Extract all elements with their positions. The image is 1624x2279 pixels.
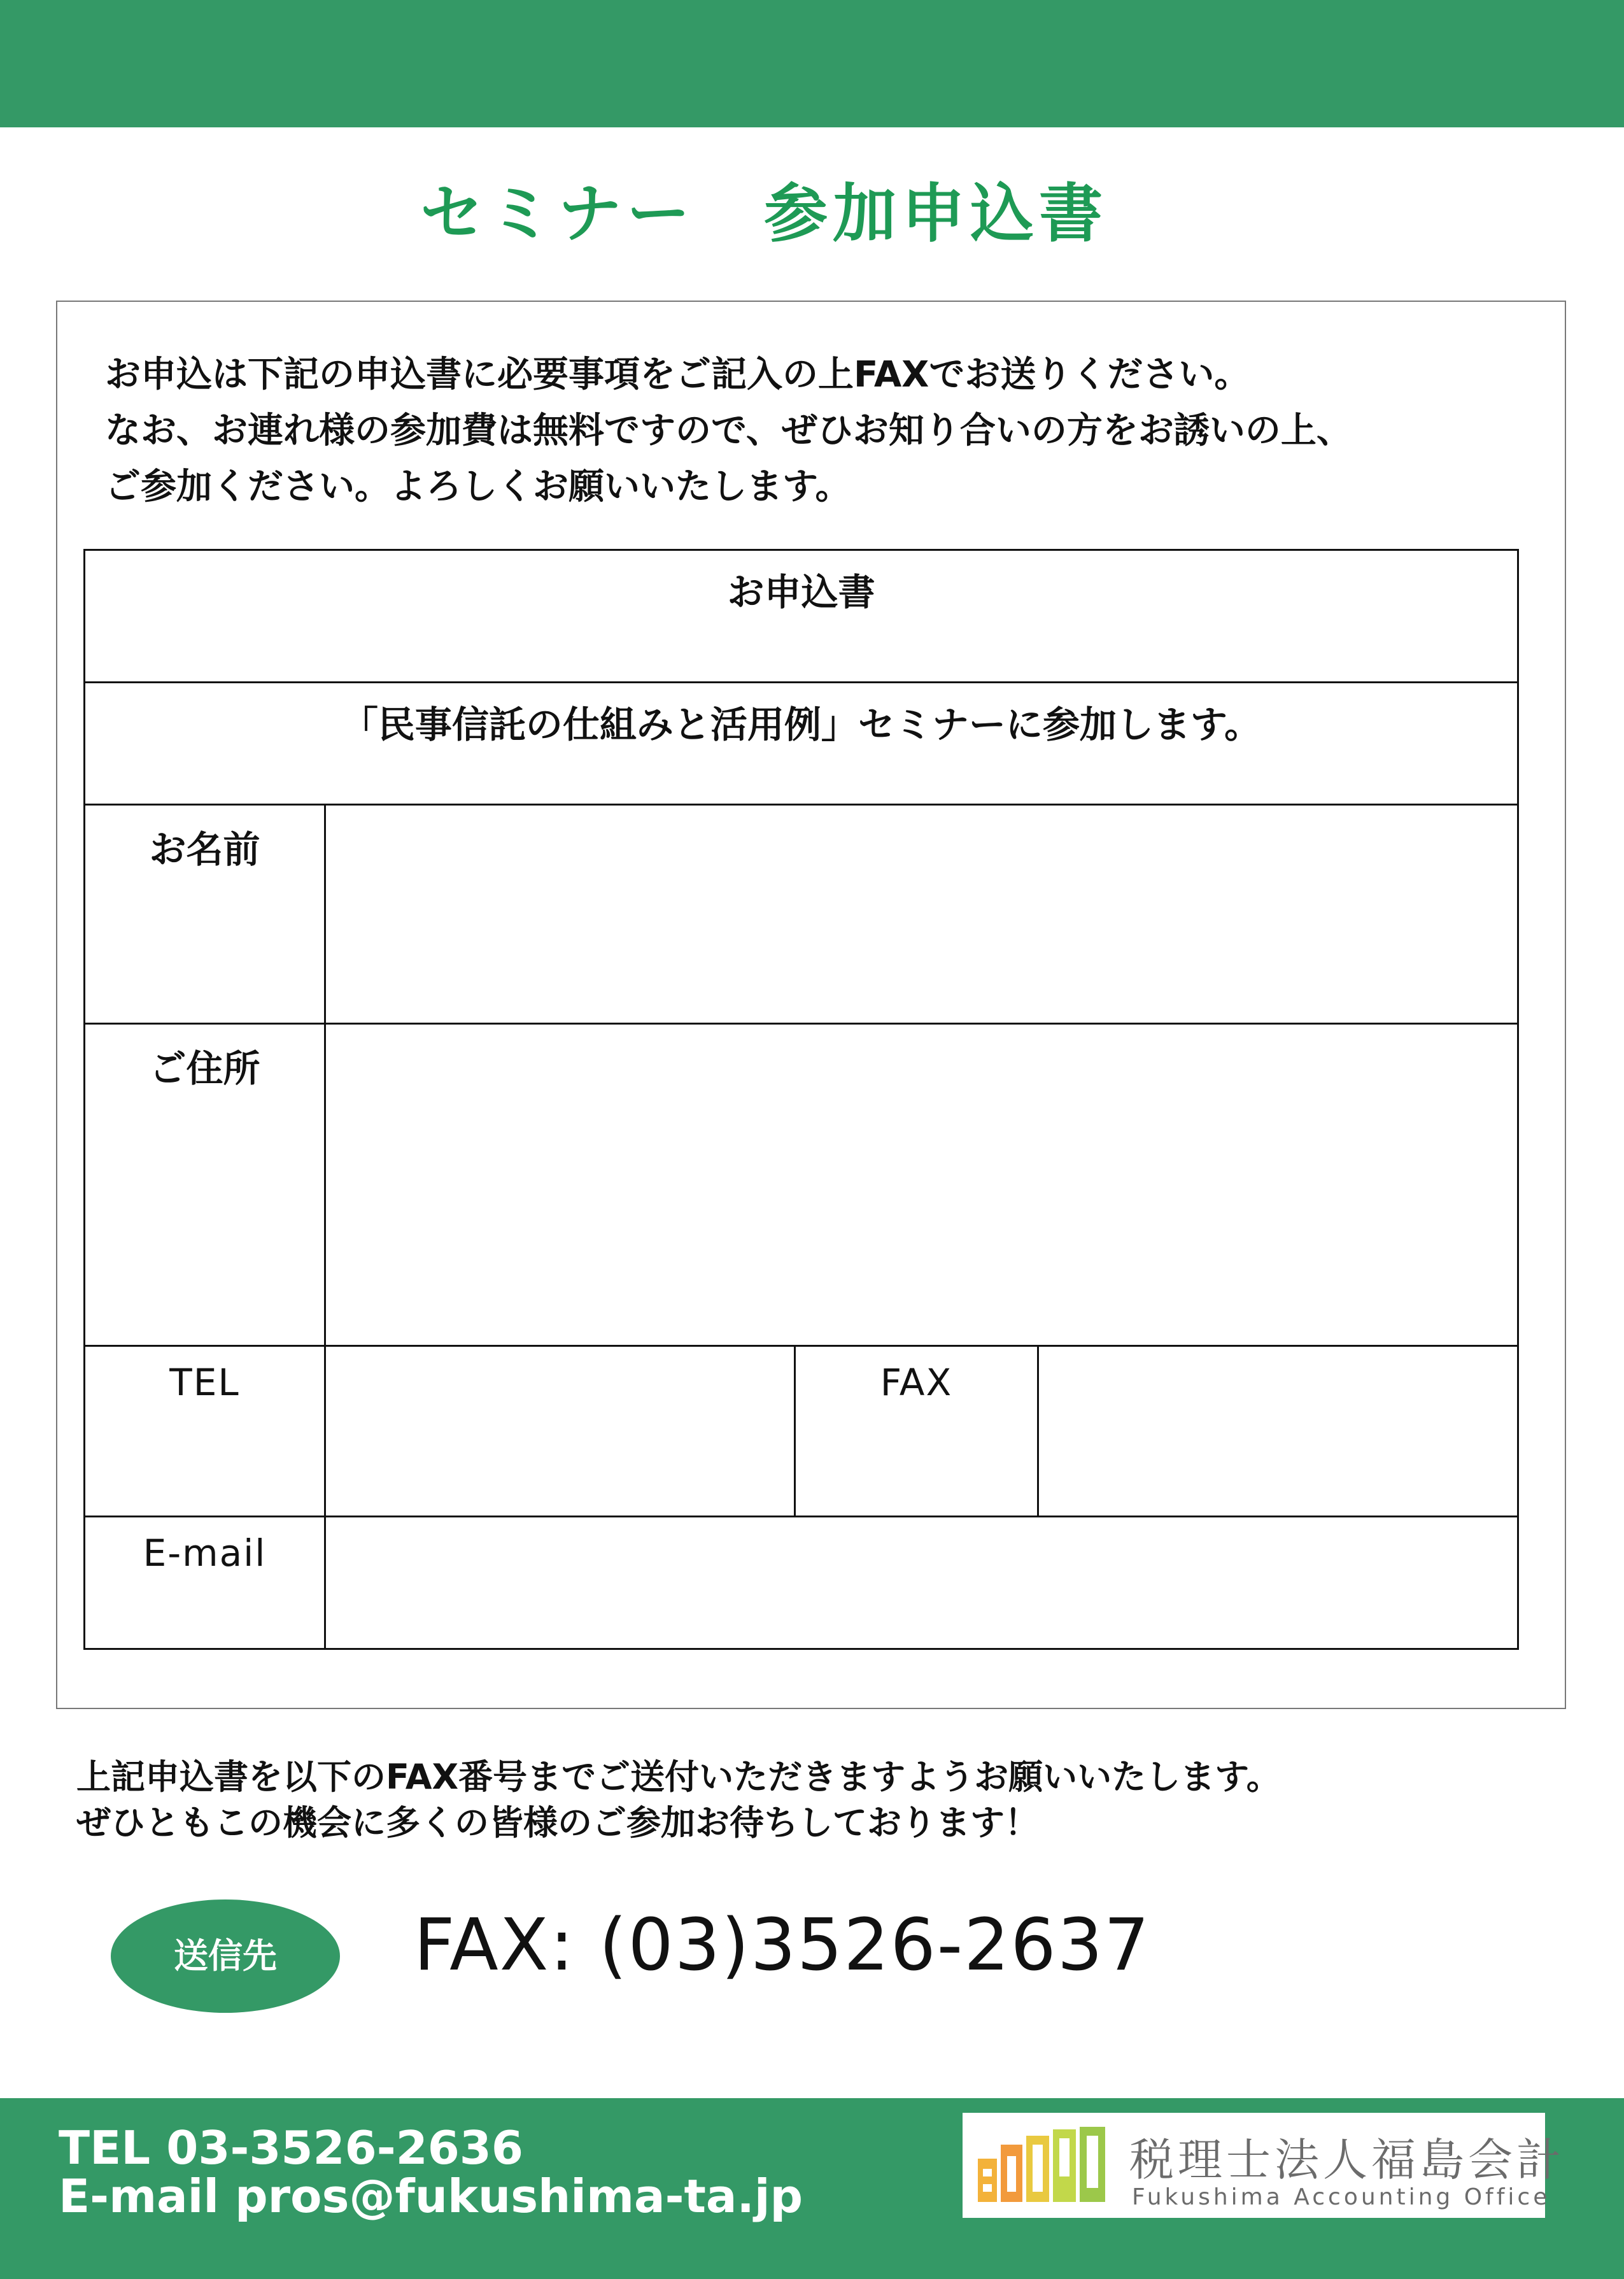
footer-contact	[59, 2121, 803, 2223]
closing-line: ぜひともこの機会に多くの皆様のご参加お待ちしております！	[76, 1803, 1039, 1843]
intro-line: なお、お連れ様の参加費は無料ですので、ぜひお知り合いの方をお誘いの上、	[105, 410, 1352, 451]
top-banner	[0, 0, 1624, 127]
intro-line: ご参加ください。よろしくお願いいたします。	[105, 466, 851, 508]
page-title: セミナー 参加申込書	[420, 176, 1108, 251]
address-field[interactable]	[325, 1024, 1518, 1346]
destination-fax-number: FAX: (03)3526-2637	[414, 1904, 1151, 1987]
fax-label: FAX	[795, 1346, 1038, 1517]
footer-email: E-mail pros@fukushima-ta.jp	[59, 2169, 803, 2223]
tel-field[interactable]	[325, 1346, 795, 1517]
address-label: ご住所	[85, 1024, 325, 1346]
name-field[interactable]	[325, 805, 1518, 1024]
tel-label: TEL	[85, 1346, 325, 1517]
email-field[interactable]	[325, 1517, 1518, 1649]
logo-company-name: 税理士法人福島会計	[1129, 2134, 1565, 2186]
footer-tel: TEL 03-3526-2636	[59, 2121, 523, 2175]
send-to-badge: 送信先	[111, 1899, 340, 2013]
company-logo	[963, 2113, 1565, 2218]
form-heading: お申込書	[85, 550, 1518, 683]
intro-line: お申込は下記の申込書に必要事項をご記入の上FAXでお送りください。	[105, 354, 1250, 395]
logo-company-subtitle: Fukushima Accounting Office	[1132, 2184, 1551, 2210]
email-label: E-mail	[85, 1517, 325, 1649]
closing-line: 上記申込書を以下のFAX番号までご送付いただきますようお願いいたします。	[76, 1757, 1281, 1797]
fax-field[interactable]	[1038, 1346, 1518, 1517]
intro-text	[105, 347, 1537, 515]
name-label: お名前	[85, 805, 325, 1024]
closing-text	[76, 1754, 1541, 1846]
form-statement: 「民事信託の仕組みと活用例」セミナーに参加します。	[85, 683, 1518, 805]
logo-mark-icon	[975, 2126, 1109, 2205]
application-form-table	[83, 549, 1519, 1650]
